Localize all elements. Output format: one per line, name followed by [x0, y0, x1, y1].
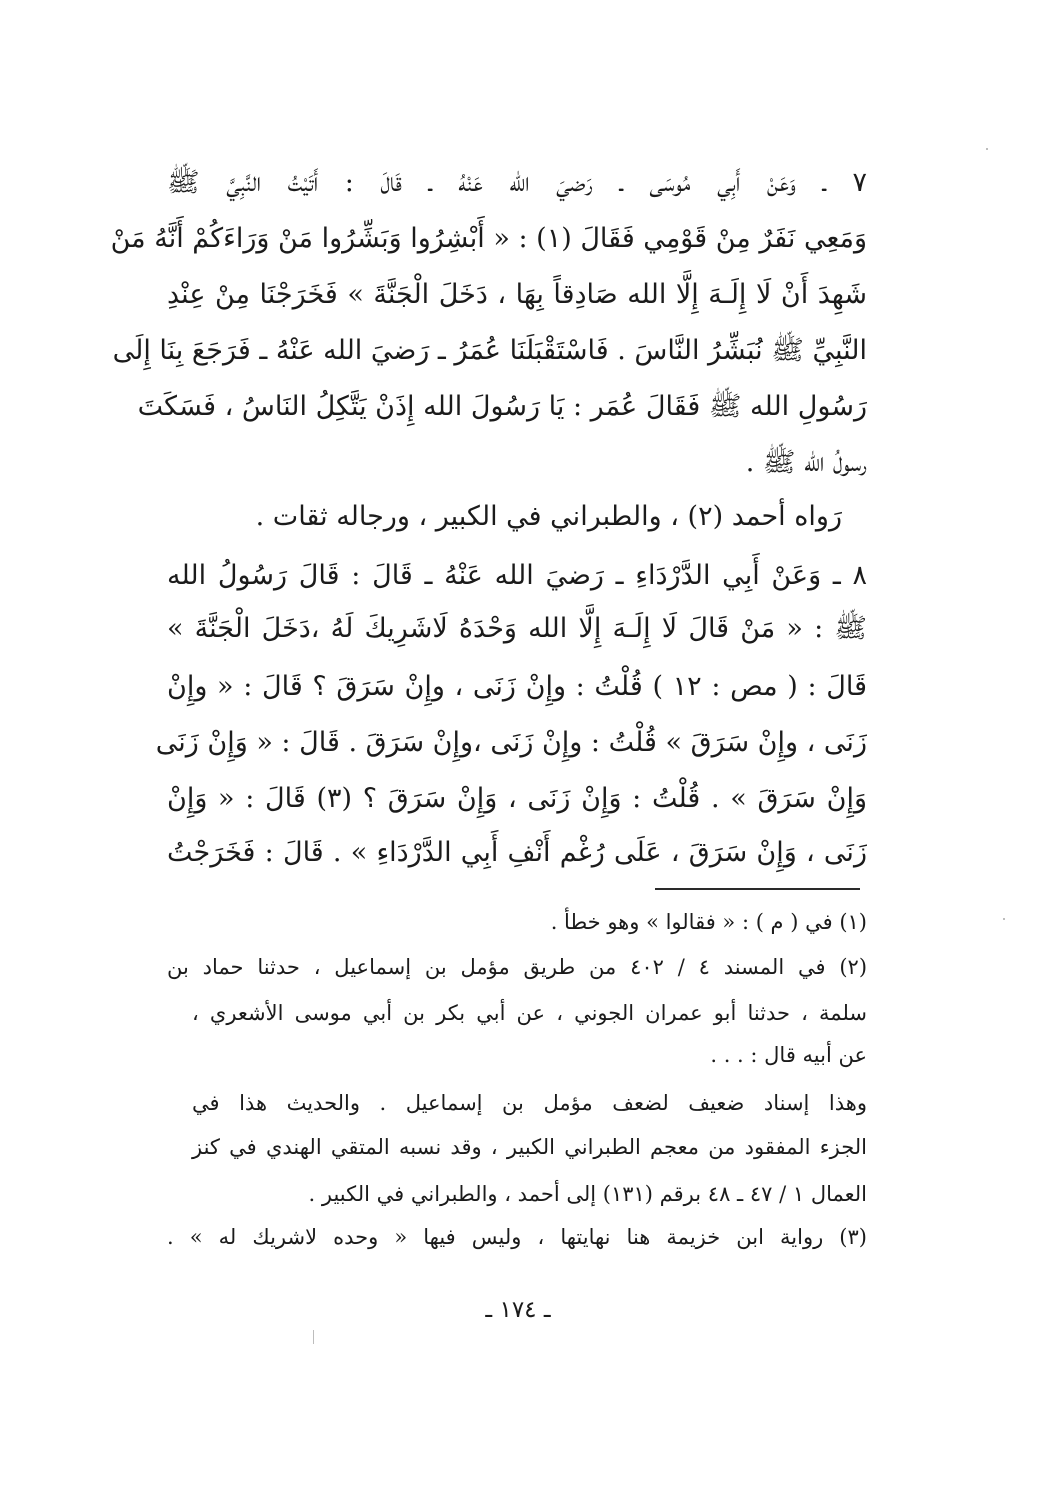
footnote-separator — [655, 888, 860, 890]
footnote-2-line-1: (٢) في المسند ٤ / ٤٠٢ من طريق مؤمل بن إسماعيل ، حدثنا حماد بن — [167, 955, 868, 979]
footnote-2-note-line-1: وهذا إسناد ضعيف لضعف مؤمل بن إسماعيل . والحديث هذا في — [192, 1091, 867, 1115]
scan-speck — [313, 1330, 314, 1344]
hadith-7-line-4: النَّبِيِّ ﷺ نُبَشِّرُ النَّاسَ . فَاسْتَقْبَلَنَا عُمَرُ ـ رَضيَ الله عَنْهُ ـ فَرَجَعَ بِنَا إِلَى — [112, 335, 867, 366]
page-number: ـ ١٧٤ ـ — [485, 1297, 551, 1323]
hadith-8-line-5: وَإِنْ سَرَقَ » . قُلْتُ : وَإِنْ زَنَى ، وَإِنْ سَرَقَ ؟ (٣) قَالَ : « وَإِنْ — [167, 783, 867, 814]
hadith-8-line-2: ﷺ : « مَنْ قَالَ لَا إِلَـهَ إِلَّا الله وَحْدَهُ لَاشَرِيكَ لَهُ ،دَخَلَ الْجَنَّةَ » — [167, 613, 867, 644]
footnote-1: (١) في ( م ) : « فقالوا » وهو خطأ . — [550, 910, 867, 934]
hadith-8-line-4: زَنَى ، وإِنْ سَرَقَ » قُلْتُ : وإِنْ زَنَى ،وإِنْ سَرَقَ . قَالَ : « وَإِنْ زَنَى — [155, 727, 867, 758]
hadith-7-line-3: شَهِدَ أَنْ لَا إِلَـهَ إِلَّا الله صَادِقاً بِهَا ، دَخَلَ الْجَنَّةَ » فَخَرَجْنَا مِنْ عِنْدِ — [167, 279, 867, 310]
hadith-8-line-6: زَنَى ، وَإِنْ سَرَقَ ، عَلَى رُغْم أَنْفِ أَبِي الدَّرْدَاءِ » . قَالَ : فَخَرَجْتُ — [167, 837, 867, 868]
hadith-7-line-5: رَسُولِ الله ﷺ فَقَالَ عُمَر : يَا رَسُولَ الله إِذَنْ يَتَّكِلُ النَاسُ ، فَسَكَتَ — [137, 391, 867, 422]
footnote-2-note-line-3: العمال ١ / ٤٧ ـ ٤٨ برقم (١٣١) إلى أحمد ، والطبراني في الكبير . — [308, 1182, 867, 1206]
hadith-7-line-6: رسولُ الله ﷺ . — [745, 447, 867, 478]
hadith-8-line-3: قَالَ : ( مص : ١٢ ) قُلْتُ : وإِنْ زَنَى ، وإِنْ سَرَقَ ؟ قَالَ : « وإِنْ — [167, 671, 868, 702]
footnote-2-note-line-2: الجزء المفقود من معجم الطبراني الكبير ، وقد نسبه المتقي الهندي في كنز — [192, 1135, 867, 1159]
hadith-7-narration: رَواه أحمد (٢) ، والطبراني في الكبير ، ورجاله ثقات . — [255, 501, 842, 532]
scan-speck — [1003, 918, 1005, 920]
hadith-7-line-2: وَمَعِي نَفَرٌ مِنْ قَوْمِي فَقَالَ (١) : « أَبْشِرُوا وَبَشِّرُوا مَنْ وَرَاءَكُمْ أَنَّهُ مَنْ — [110, 223, 867, 254]
scan-speck — [986, 148, 988, 150]
hadith-8-line-1: ٨ ـ وَعَنْ أَبِي الدَّرْدَاءِ ـ رَضيَ الله عَنْهُ ـ قَالَ : قَالَ رَسُولُ الله — [167, 560, 867, 591]
hadith-7-line-1: ٧ ـ وَعَنْ أَبِي مُوسَى ـ رَضيَ الله عَنْهُ ـ قَالَ : أَتَيْتُ النَّبِيَّ ﷺ — [167, 167, 867, 198]
footnote-2-line-3: عن أبيه قال : . . . — [710, 1043, 867, 1067]
footnote-2-line-2: سلمة ، حدثنا أبو عمران الجوني ، عن أبي بكر بن أبي موسى الأشعري ، — [192, 1001, 867, 1025]
footnote-3: (٣) رواية ابن خزيمة هنا نهايتها ، وليس فيها « وحده لاشريك له » . — [167, 1225, 867, 1249]
